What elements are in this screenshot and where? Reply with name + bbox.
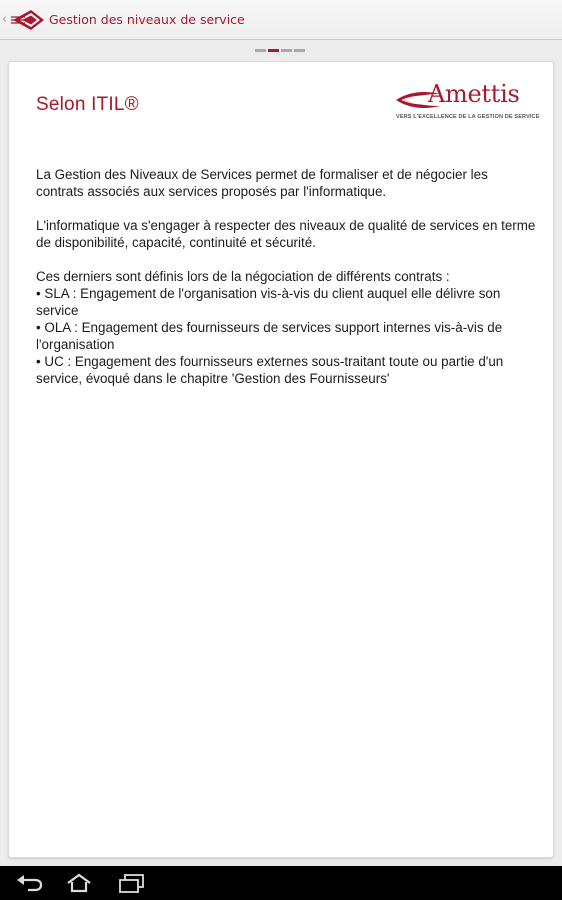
action-bar-title: Gestion des niveaux de service xyxy=(49,12,245,27)
up-caret-icon: ‹ xyxy=(2,12,8,27)
page-indicator-dot-active xyxy=(268,49,279,52)
logo-wordmark: Amettis xyxy=(428,80,520,108)
contracts-intro: Ces derniers sont définis lors de la négociation de différents contrats : xyxy=(36,269,450,284)
paragraph-engagement: L'informatique va s'engager à respecter des niveaux de qualité de services en terme de disponibilité, capacité, continuité et sécurité. xyxy=(36,218,536,250)
contracts-section xyxy=(36,268,536,387)
up-navigation-button[interactable] xyxy=(0,0,45,40)
contract-item-ola: • OLA : Engagement des fournisseurs de services support internes vis-à-vis de l'organisation xyxy=(36,320,503,352)
page-indicator-dot xyxy=(294,49,305,52)
page-indicator-dot xyxy=(281,49,292,52)
body-text xyxy=(36,166,536,387)
contract-item-sla: • SLA : Engagement de l'organisation vis-à-vis du client auquel elle délivre son service xyxy=(36,286,501,318)
system-navigation-bar xyxy=(0,866,562,900)
logo-tagline: VERS L'EXCELLENCE DE LA GESTION DE SERVICE xyxy=(396,114,540,120)
home-icon[interactable] xyxy=(64,872,94,894)
contract-item-uc: • UC : Engagement des fournisseurs externes sous-traitant toute ou partie d'un service, évoqué dans le chapitre 'Gestion des Fournisseurs' xyxy=(36,354,504,386)
action-bar xyxy=(0,0,562,40)
page-indicator xyxy=(255,49,305,52)
recent-apps-icon[interactable] xyxy=(116,872,146,894)
amettis-logo-mark-icon xyxy=(11,8,45,32)
page-indicator-dot xyxy=(255,49,266,52)
paragraph-intro: La Gestion des Niveaux de Services permet de formaliser et de négocier les contrats associés aux services proposés par l'informatique. xyxy=(36,167,488,199)
amettis-logo xyxy=(394,80,540,124)
back-arrow-icon[interactable] xyxy=(14,872,44,894)
page-title: Selon ITIL® xyxy=(36,94,139,115)
content-card xyxy=(8,61,554,858)
